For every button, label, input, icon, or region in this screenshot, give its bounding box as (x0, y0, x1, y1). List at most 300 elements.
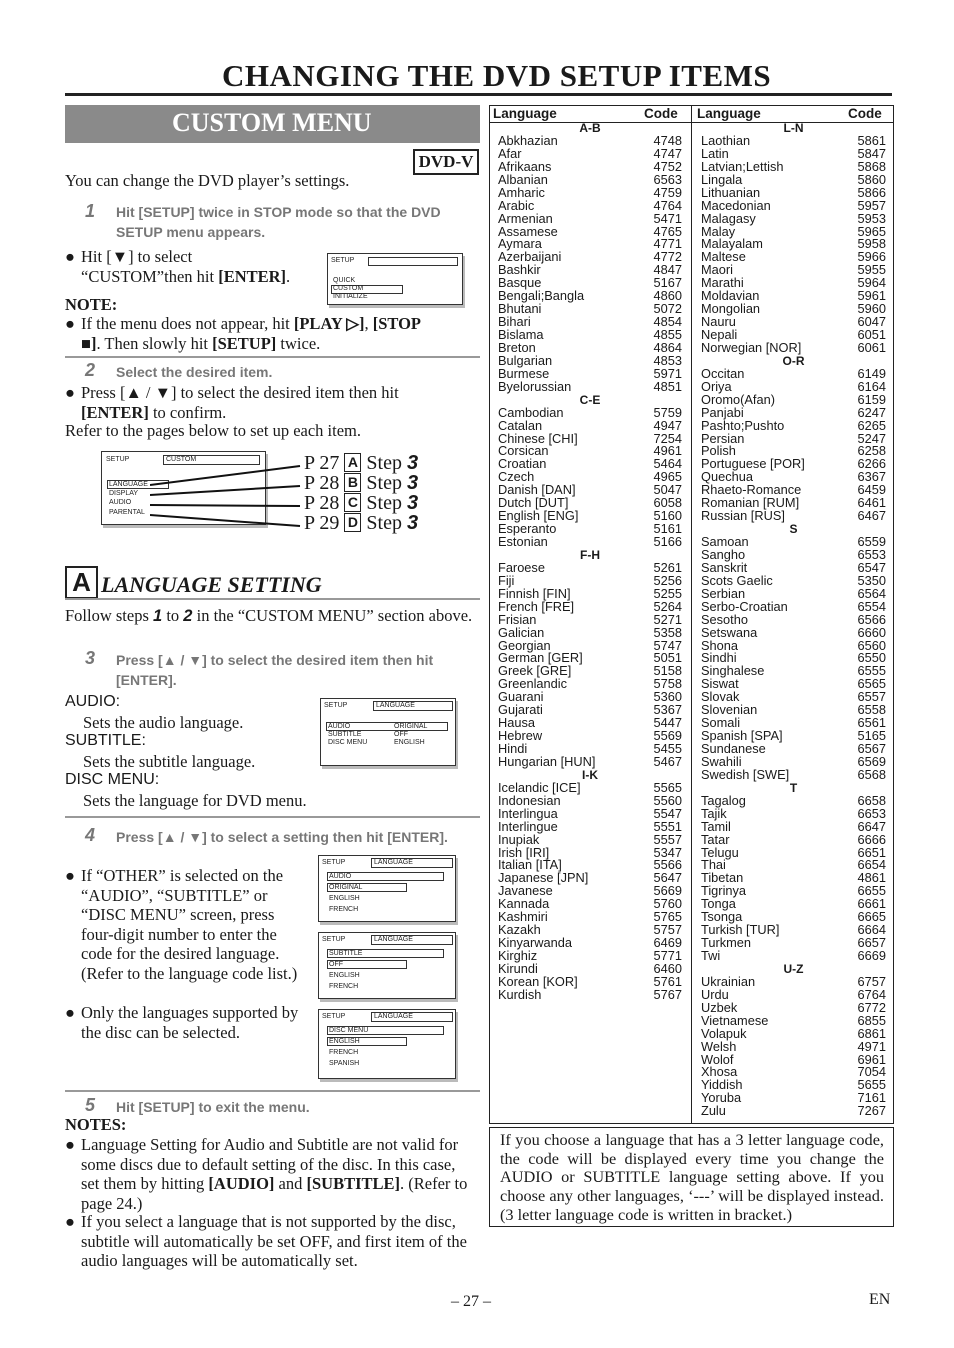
language-code: 6547 (857, 559, 886, 575)
language-menu-screen: SETUP LANGUAGE AUDIO ORIGINAL SUBTITLE OFF DISC MENU ENGLISH (320, 698, 456, 766)
language-name: Tibetan (701, 870, 744, 886)
language-name: Byelorussian (498, 378, 572, 394)
notes-label: NOTES: (65, 1115, 127, 1134)
step4-heading: Press [▲ / ▼] to select a setting then hit [ENTER]. (116, 829, 448, 845)
language-name: Hausa (498, 715, 535, 731)
language-code: 4855 (653, 327, 682, 342)
language-name: Scots Gaelic (701, 572, 773, 588)
language-code: 5966 (857, 249, 886, 265)
language-code: 6564 (857, 585, 886, 601)
language-code: 4748 (653, 132, 682, 148)
language-name: Kazakh (498, 922, 541, 938)
language-code: 5965 (857, 223, 886, 239)
language-name: Gujarati (498, 702, 543, 718)
language-code: 6558 (857, 702, 886, 718)
language-name: Armenian (498, 210, 553, 226)
language-name: Abkhazian (498, 132, 558, 148)
language-name: Swedish [SWE] (701, 766, 790, 782)
language-code: 6665 (857, 909, 886, 925)
language-name: Wolof (701, 1051, 734, 1067)
language-code: 6661 (857, 896, 886, 912)
subtitle-language-screen: SETUP LANGUAGE SUBTITLE OFF ENGLISH FRENCH (318, 932, 456, 999)
language-name: Rhaeto-Romance (701, 482, 802, 498)
note-1: ● Language Setting for Audio and Subtitle are not valid for some discs due to default setting of the disc. In this case, set them by hitting [AUDIO] and [SUBTITLE]. (Refer to page 24.) (65, 1135, 468, 1213)
disc-menu-label: DISC MENU: (65, 771, 160, 788)
language-name: Persian (701, 430, 745, 446)
language-name: Kashmiri (498, 909, 548, 925)
language-name: Malagasy (701, 210, 756, 226)
language-code: 6550 (857, 650, 886, 666)
page-references (304, 453, 439, 533)
language-name: Welsh (701, 1038, 737, 1054)
language-name: Norwegian [NOR] (701, 339, 802, 355)
language-code: 6266 (857, 456, 886, 472)
language-code: 5771 (653, 948, 682, 963)
menu-item-parental: PARENTAL (109, 509, 145, 516)
language-code: 6555 (857, 663, 886, 679)
menu-item-display: DISPLAY (109, 490, 139, 497)
language-name: Malayalam (701, 236, 763, 252)
language-name: Faroese (498, 559, 545, 575)
audio-language-screen: SETUP LANGUAGE AUDIO ORIGINAL ENGLISH FRENCH (318, 855, 456, 922)
language-code: 4971 (857, 1038, 886, 1054)
step1-note: ● If the menu does not appear, hit [PLAY ▷], [STOP ■]. Then slowly hit [SETUP] twice. (65, 314, 421, 353)
language-name: Croatian (498, 456, 547, 472)
language-code: 6058 (653, 495, 682, 511)
language-code: 6459 (857, 482, 886, 498)
three-letter-code-note (489, 1127, 894, 1227)
language-code: 7267 (857, 1103, 886, 1119)
language-name: Macedonian (701, 197, 771, 213)
language-code: 4847 (653, 262, 682, 278)
language-code: 6467 (857, 508, 886, 524)
language-name: Arabic (498, 197, 535, 213)
down-arrow-icon: ▼ (111, 247, 129, 266)
language-code: 5866 (857, 184, 886, 200)
language-code: 5560 (653, 792, 682, 808)
language-code: 6861 (857, 1025, 886, 1041)
language-code: 6164 (857, 378, 886, 394)
language-name: Tajik (701, 805, 727, 821)
language-name: German [GER] (498, 650, 583, 666)
language-code: 5455 (653, 741, 682, 756)
step1-heading: Hit [SETUP] twice in STOP mode so that the DVD SETUP menu appears. (116, 204, 441, 240)
language-name: Siswat (701, 676, 739, 692)
language-group-header: L-N (783, 121, 804, 135)
language-code: 6051 (857, 327, 886, 342)
language-group-header: S (789, 522, 798, 537)
language-name: Kurdish (498, 986, 542, 1002)
language-code: 5569 (653, 728, 682, 744)
language-row (498, 378, 682, 394)
language-name: Czech (498, 469, 535, 485)
language-name: Bashkir (498, 262, 541, 278)
language-name: Panjabi (701, 404, 744, 420)
step3-number: 3 (85, 648, 96, 668)
column-divider (691, 106, 692, 1123)
language-name: Kannada (498, 896, 550, 912)
language-name: Estonian (498, 534, 548, 549)
language-code-en: EN (869, 1291, 891, 1308)
language-code: 5350 (857, 572, 886, 588)
language-name: Turkmen (701, 935, 752, 951)
language-name: Serbian (701, 585, 746, 601)
language-code: 5971 (653, 365, 682, 381)
language-group-header: U-Z (783, 961, 804, 976)
language-name: Telugu (701, 844, 739, 860)
header-language-left: Language (493, 106, 557, 121)
language-column-right (701, 122, 886, 1118)
language-name: Urdu (701, 986, 729, 1002)
language-name: Hindi (498, 741, 528, 756)
language-code: 5467 (653, 753, 682, 769)
language-name: Basque (498, 275, 542, 291)
language-code: 5565 (653, 779, 682, 795)
language-name: Sundanese (701, 741, 766, 756)
language-code: 6061 (857, 339, 886, 355)
language-name: Tigrinya (701, 883, 747, 899)
ref-a: P 27 A Step 3 (304, 452, 419, 474)
language-name: Azerbaijani (498, 249, 562, 265)
language-name: Indonesian (498, 792, 561, 808)
language-name: Hebrew (498, 728, 543, 744)
language-code: 6567 (857, 741, 886, 756)
language-name: Occitan (701, 365, 745, 381)
language-code: 7254 (653, 430, 682, 446)
disc-menu-language-screen: SETUP LANGUAGE DISC MENU ENGLISH FRENCH SPANISH (318, 1009, 456, 1079)
language-code: 5547 (653, 805, 682, 821)
language-name: Slovak (701, 689, 740, 705)
language-name: Albanian (498, 171, 548, 187)
language-name: Amharic (498, 184, 545, 200)
language-name: Icelandic [ICE] (498, 779, 581, 795)
language-code: 5953 (857, 210, 886, 226)
language-code: 5860 (857, 171, 886, 187)
step2-bullet: ● Press [▲ / ▼] to select the desired item then hit [ENTER] to confirm. (65, 383, 399, 422)
language-code: 5166 (653, 534, 682, 549)
language-row (701, 339, 886, 355)
language-name: Samoan (701, 534, 749, 549)
language-code: 4747 (653, 145, 682, 161)
language-name: Uzbek (701, 999, 738, 1015)
language-code: 4861 (857, 870, 886, 886)
language-code: 5964 (857, 275, 886, 291)
audio-label: AUDIO: (65, 693, 121, 710)
language-code: 4764 (653, 197, 682, 213)
menu-item-audio: AUDIO (109, 499, 132, 506)
language-name: Russian [RUS] (701, 508, 785, 524)
language-name: Irish [IRI] (498, 844, 550, 860)
language-name: Chinese [CHI] (498, 430, 578, 446)
language-name: Frisian (498, 611, 537, 627)
language-code: 6569 (857, 753, 886, 769)
language-code: 5160 (653, 508, 682, 524)
language-name: Tamil (701, 818, 731, 834)
language-name: Japanese [JPN] (498, 870, 589, 886)
language-code: 6560 (857, 637, 886, 653)
language-name: Sanskrit (701, 559, 748, 575)
language-code: 5669 (653, 883, 682, 899)
language-name: Bislama (498, 327, 544, 342)
language-name: Nauru (701, 314, 736, 330)
language-code: 5261 (653, 559, 682, 575)
language-code: 6855 (857, 1012, 886, 1028)
language-column-left (498, 122, 682, 1002)
section-letter-a: A (65, 566, 98, 599)
disc-menu-desc: Sets the language for DVD menu. (83, 791, 307, 810)
language-code: 6658 (857, 792, 886, 808)
title-rule (65, 93, 892, 96)
language-name: Catalan (498, 417, 543, 433)
language-code-table (489, 105, 894, 1124)
menu-item-language: LANGUAGE (109, 481, 148, 488)
language-code: 4947 (653, 417, 682, 433)
language-name: Sindhi (701, 650, 737, 666)
language-name: Oriya (701, 378, 732, 394)
language-name: Maori (701, 262, 733, 278)
language-name: Guarani (498, 689, 544, 705)
language-code: 6654 (857, 857, 886, 873)
language-code: 4752 (653, 158, 682, 174)
language-code: 6565 (857, 676, 886, 692)
step5-heading: Hit [SETUP] to exit the menu. (116, 1099, 310, 1115)
language-name: Sangho (701, 546, 746, 562)
language-code: 5847 (857, 145, 886, 161)
language-name: Oromo(Afan) (701, 391, 775, 407)
language-code: 6651 (857, 844, 886, 860)
language-name: Kinyarwanda (498, 935, 572, 951)
language-name: Korean [KOR] (498, 973, 578, 989)
language-code: 6961 (857, 1051, 886, 1067)
language-code: 6554 (857, 598, 886, 614)
language-code: 7054 (857, 1064, 886, 1080)
step1-bullet: ● Hit [▼] to select “CUSTOM”then hit [ENTER]. (65, 247, 291, 286)
language-code: 5255 (653, 585, 682, 601)
ref-b: P 28 B Step 3 (304, 472, 419, 494)
language-name: Portuguese [POR] (701, 456, 805, 472)
language-code: 4771 (653, 236, 682, 252)
language-code: 6563 (653, 171, 682, 187)
language-name: Lingala (701, 171, 743, 187)
language-name: Turkish [TUR] (701, 922, 780, 938)
language-name: Marathi (701, 275, 744, 291)
language-code: 5464 (653, 456, 682, 472)
header-code-left: Code (644, 106, 678, 121)
language-code: 6655 (857, 883, 886, 899)
language-name: Sesotho (701, 611, 748, 627)
language-code: 6561 (857, 715, 886, 731)
language-name: Breton (498, 339, 536, 355)
divider (65, 356, 480, 358)
pointer-lines (150, 460, 310, 530)
language-code: 5960 (857, 301, 886, 317)
language-code: 5347 (653, 844, 682, 860)
language-name: Interlingua (498, 805, 558, 821)
language-name: Afrikaans (498, 158, 552, 174)
language-code: 7161 (857, 1090, 886, 1106)
language-code: 5566 (653, 857, 682, 873)
step3-heading: Press [▲ / ▼] to select the desired item then hit [ENTER]. (116, 652, 434, 688)
language-name: Latin (701, 145, 729, 161)
language-code: 6247 (857, 404, 886, 420)
language-name: Vietnamese (701, 1012, 769, 1028)
header-language-right: Language (697, 106, 761, 121)
language-code: 5955 (857, 262, 886, 278)
language-code: 4765 (653, 223, 682, 239)
language-name: Hungarian [HUN] (498, 753, 596, 769)
language-name: Yiddish (701, 1077, 743, 1093)
language-name: Malay (701, 223, 736, 239)
language-row (701, 766, 886, 782)
language-group-header: O-R (782, 353, 805, 368)
language-name: Nepali (701, 327, 738, 342)
language-name: French [FRE] (498, 598, 575, 614)
language-row (701, 1105, 886, 1118)
section-title: CUSTOM MENU (172, 108, 372, 137)
language-name: Fiji (498, 572, 515, 588)
language-name: Galician (498, 624, 545, 640)
language-name: Latvian;Lettish (701, 158, 784, 174)
language-code: 5761 (653, 973, 682, 989)
language-name: English [ENG] (498, 508, 579, 524)
language-name: Pashto;Pushto (701, 417, 785, 433)
language-code: 6149 (857, 365, 886, 381)
language-code: 5958 (857, 236, 886, 252)
language-code: 6265 (857, 417, 886, 433)
language-name: Moldavian (701, 288, 760, 304)
language-name: Italian [ITA] (498, 857, 562, 873)
language-name: Aymara (498, 236, 542, 252)
language-code: 4759 (653, 184, 682, 200)
language-name: Georgian (498, 637, 551, 653)
step5-number: 5 (85, 1095, 96, 1115)
note-2: ● If you select a language that is not supported by the disc, subtitle will automatically be set OFF, and first item of the audio languages will be automatically set. (65, 1212, 467, 1270)
language-group-header: I-K (582, 767, 598, 782)
language-code: 5264 (653, 598, 682, 614)
language-code: 5767 (653, 986, 682, 1002)
language-code: 6568 (857, 766, 886, 782)
language-code: 6660 (857, 624, 886, 640)
language-name: Assamese (498, 223, 558, 239)
language-name: Burmese (498, 365, 550, 381)
setup-menu-screen: SETUP QUICK CUSTOM INITIALIZE (327, 253, 463, 305)
divider (65, 816, 480, 818)
divider (65, 1090, 480, 1092)
language-code: 5747 (653, 637, 682, 653)
language-name: Afar (498, 145, 522, 161)
language-code: 5256 (653, 572, 682, 588)
note-box-text: If you choose a language that has a 3 letter language code, the code will be displayed every time you change the AUDIO or SUBTITLE language setting above. If you choose any other languages, ‘---’ will be displayed instead. (3 letter language code is written in bracket.) (500, 1130, 884, 1224)
language-code: 4860 (653, 288, 682, 304)
language-name: Inupiak (498, 831, 540, 847)
language-code: 4851 (653, 378, 682, 394)
language-row (498, 986, 682, 1002)
language-name: Twi (701, 948, 721, 963)
step4-number: 4 (85, 825, 96, 845)
language-code: 6566 (857, 611, 886, 627)
language-code: 5765 (653, 909, 682, 925)
language-name: Quechua (701, 469, 753, 485)
language-code: 5758 (653, 676, 682, 692)
language-name: Interlingue (498, 818, 558, 834)
language-name: Dutch [DUT] (498, 495, 569, 511)
language-code: 4961 (653, 443, 682, 459)
language-code: 6460 (653, 960, 682, 976)
language-name: Serbo-Croatian (701, 598, 788, 614)
language-name: Singhalese (701, 663, 765, 679)
language-code: 6664 (857, 922, 886, 938)
language-code: 5757 (653, 922, 682, 938)
language-name: Xhosa (701, 1064, 738, 1080)
language-name: Danish [DAN] (498, 482, 576, 498)
language-code: 5447 (653, 715, 682, 731)
language-code: 6647 (857, 818, 886, 834)
language-setting-title: LANGUAGE SETTING (101, 572, 322, 597)
language-group-header: T (789, 780, 798, 795)
language-code: 6047 (857, 314, 886, 330)
language-name: Laothian (701, 132, 751, 148)
language-code: 6764 (857, 986, 886, 1002)
language-name: Greek [GRE] (498, 663, 572, 679)
language-code: 4864 (653, 339, 682, 355)
language-code: 5647 (653, 870, 682, 886)
bullet-only: ● Only the languages supported by the disc can be selected. (65, 1003, 299, 1042)
language-code: 4772 (653, 249, 682, 265)
language-name: Tonga (701, 896, 736, 912)
language-name: Kirundi (498, 960, 538, 976)
language-name: Maltese (701, 249, 746, 265)
language-name: Shona (701, 637, 739, 653)
language-name: Spanish [SPA] (701, 728, 783, 744)
ref-d: P 29 D Step 3 (304, 512, 419, 534)
language-code: 6553 (857, 546, 886, 562)
note-label: NOTE: (65, 295, 118, 314)
language-name: Javanese (498, 883, 553, 899)
subtitle-desc: Sets the subtitle language. (83, 752, 256, 771)
language-group-header: C-E (579, 392, 601, 407)
language-row (701, 950, 886, 963)
language-code: 5360 (653, 689, 682, 705)
language-name: Setswana (701, 624, 758, 640)
step2-heading: Select the desired item. (116, 364, 273, 380)
language-code: 6557 (857, 689, 886, 705)
language-name: Esperanto (498, 521, 557, 537)
language-name: Volapuk (701, 1025, 747, 1041)
language-code: 6461 (857, 495, 886, 511)
language-row (498, 753, 682, 769)
language-name: Greenlandic (498, 676, 568, 692)
language-code: 5551 (653, 818, 682, 834)
language-code: 6559 (857, 534, 886, 549)
language-code: 4854 (653, 314, 682, 330)
language-code: 5868 (857, 158, 886, 174)
language-name: Corsican (498, 443, 549, 459)
header-code-right: Code (848, 106, 882, 121)
language-group-header: A-B (579, 121, 601, 135)
language-name: Ukrainian (701, 973, 756, 989)
language-code: 6772 (857, 999, 886, 1015)
language-name: Polish (701, 443, 736, 459)
language-code: 5358 (653, 624, 682, 640)
subtitle-label: SUBTITLE: (65, 732, 146, 749)
language-name: Tagalog (701, 792, 746, 808)
language-name: Mongolian (701, 301, 761, 317)
language-row (498, 536, 682, 549)
section-banner (65, 105, 480, 143)
language-code: 5047 (653, 482, 682, 498)
language-code: 5167 (653, 275, 682, 291)
language-name: Yoruba (701, 1090, 742, 1106)
